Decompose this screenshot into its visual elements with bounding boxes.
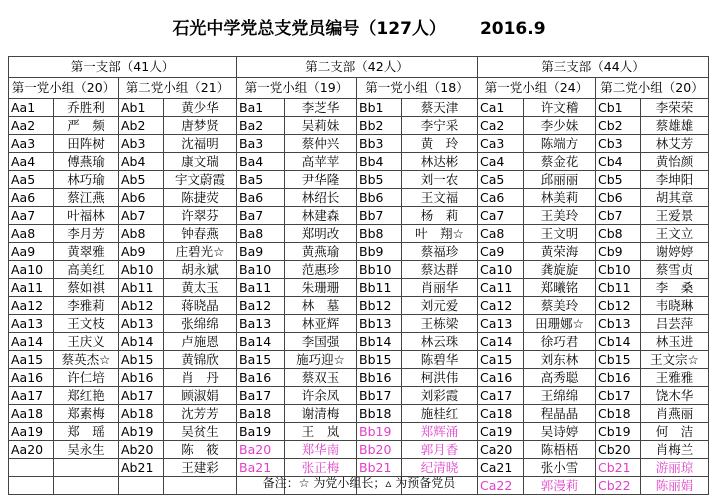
member-name: 康文瑞 [164, 153, 237, 171]
member-row [9, 207, 709, 225]
member-code: Ba6 [237, 189, 285, 207]
member-name: 杨 莉 [402, 207, 478, 225]
member-name: 林绍长 [285, 189, 357, 207]
member-code: Ba7 [237, 207, 285, 225]
member-row [9, 261, 709, 279]
member-name: 王绵绵 [524, 387, 596, 405]
member-code: Aa7 [9, 207, 54, 225]
member-code: Ca10 [478, 261, 524, 279]
member-code: Ba4 [237, 153, 285, 171]
member-code: Ca19 [478, 423, 524, 441]
member-code: Ba2 [237, 117, 285, 135]
member-name: 李坤阳 [641, 171, 709, 189]
member-code: Ba16 [237, 369, 285, 387]
member-code: Ca13 [478, 315, 524, 333]
member-name: 李月芳 [54, 225, 119, 243]
member-name: 王文明 [524, 225, 596, 243]
member-row [9, 153, 709, 171]
member-code: Ab5 [119, 171, 164, 189]
member-name: 王建彩 [164, 459, 237, 477]
member-name: 李宁采 [402, 117, 478, 135]
member-name: 王 岚 [285, 423, 357, 441]
member-code: Ab1 [119, 99, 164, 117]
member-row [9, 351, 709, 369]
member-code: Ba9 [237, 243, 285, 261]
member-name: 严 频 [54, 117, 119, 135]
member-name: 郑素梅 [54, 405, 119, 423]
group-header: 第二党小组（21） [119, 78, 237, 99]
member-code: Aa2 [9, 117, 54, 135]
member-row [9, 135, 709, 153]
member-code: Aa17 [9, 387, 54, 405]
member-code: Ba10 [237, 261, 285, 279]
member-code: Bb21 [357, 459, 402, 477]
member-name: 叶福林 [54, 207, 119, 225]
member-name: 许翠芬 [164, 207, 237, 225]
member-name: 李荣荣 [641, 99, 709, 117]
member-row [9, 99, 709, 117]
member-code: Ba11 [237, 279, 285, 297]
member-name: 黄太玉 [164, 279, 237, 297]
member-name: 林建森 [285, 207, 357, 225]
member-name: 刘一农 [402, 171, 478, 189]
member-name: 李雅莉 [54, 297, 119, 315]
member-name: 宇文蔚霞 [164, 171, 237, 189]
member-name: 蔡雪贞 [641, 261, 709, 279]
member-name: 林巧瑜 [54, 171, 119, 189]
member-name: 黄少华 [164, 99, 237, 117]
member-name: 何 洁 [641, 423, 709, 441]
member-code: Ab16 [119, 369, 164, 387]
member-row [9, 117, 709, 135]
member-name: 施桂红 [402, 405, 478, 423]
member-name: 王文枝 [54, 315, 119, 333]
member-name: 傅燕瑜 [54, 153, 119, 171]
member-code: Bb18 [357, 405, 402, 423]
member-name: 许仁培 [54, 369, 119, 387]
member-code: Ca20 [478, 441, 524, 459]
member-name: 徐巧君 [524, 333, 596, 351]
member-code: Aa1 [9, 99, 54, 117]
member-name: 顾淑娟 [164, 387, 237, 405]
member-name: 李芝华 [285, 99, 357, 117]
member-name: 游丽琼 [641, 459, 709, 477]
member-name: 黄怡颜 [641, 153, 709, 171]
member-name: 陈 筱 [164, 441, 237, 459]
member-code: Ab18 [119, 405, 164, 423]
member-name: 谢清梅 [285, 405, 357, 423]
member-name: 叶 翔☆ [402, 225, 478, 243]
member-code: Bb10 [357, 261, 402, 279]
member-code: Bb9 [357, 243, 402, 261]
member-code: Ca12 [478, 297, 524, 315]
member-name: 蔡江燕 [54, 189, 119, 207]
member-code: Ab4 [119, 153, 164, 171]
group-header: 第一党小组（24） [478, 78, 596, 99]
member-code: Cb20 [596, 441, 641, 459]
member-name: 郑红艳 [54, 387, 119, 405]
member-row [9, 171, 709, 189]
member-code: Cb5 [596, 171, 641, 189]
member-code: Ca14 [478, 333, 524, 351]
member-name: 黄翠雅 [54, 243, 119, 261]
member-name: 蔡仲兴 [285, 135, 357, 153]
member-row [9, 243, 709, 261]
member-name: 蔡福珍 [402, 243, 478, 261]
member-code: Ca7 [478, 207, 524, 225]
member-name: 许文稽 [524, 99, 596, 117]
member-code: Bb16 [357, 369, 402, 387]
member-code: Cb12 [596, 297, 641, 315]
member-code: Aa6 [9, 189, 54, 207]
member-code: Ca22 [478, 477, 524, 495]
member-code: Cb4 [596, 153, 641, 171]
member-code: Bb12 [357, 297, 402, 315]
title-date: 2016.9 [479, 19, 546, 39]
group-header: 第二党小组（20） [596, 78, 709, 99]
member-code: Ca4 [478, 153, 524, 171]
member-name: 肖梅兰 [641, 441, 709, 459]
member-name: 林艾芳 [641, 135, 709, 153]
member-code: Ca15 [478, 351, 524, 369]
member-name: 柯洪伟 [402, 369, 478, 387]
member-code: Ab8 [119, 225, 164, 243]
member-code: Ab19 [119, 423, 164, 441]
member-name: 王爱景 [641, 207, 709, 225]
member-code: Aa12 [9, 297, 54, 315]
member-code: Aa20 [9, 441, 54, 459]
member-code: Ab13 [119, 315, 164, 333]
member-code: Ba21 [237, 459, 285, 477]
member-name: 李 桑 [641, 279, 709, 297]
member-code: Bb7 [357, 207, 402, 225]
member-table [8, 56, 709, 495]
member-name: 王文福 [402, 189, 478, 207]
member-name: 林玉进 [641, 333, 709, 351]
member-name: 许余凤 [285, 387, 357, 405]
member-code: Cb11 [596, 279, 641, 297]
member-code: Cb13 [596, 315, 641, 333]
member-name: 刘元爱 [402, 297, 478, 315]
member-name: 王美玲 [524, 207, 596, 225]
member-code: Bb19 [357, 423, 402, 441]
member-code: Cb19 [596, 423, 641, 441]
member-name: 唐梦贤 [164, 117, 237, 135]
member-name: 刘东林 [524, 351, 596, 369]
member-name: 吴莉妹 [285, 117, 357, 135]
member-name: 黄锦欣 [164, 351, 237, 369]
member-code: Ab17 [119, 387, 164, 405]
member-name: 田阵树 [54, 135, 119, 153]
member-name: 王雅雅 [641, 369, 709, 387]
member-code: Aa5 [9, 171, 54, 189]
member-code: Aa10 [9, 261, 54, 279]
member-code: Bb15 [357, 351, 402, 369]
member-code: Aa13 [9, 315, 54, 333]
group-header: 第一党小组（18） [357, 78, 478, 99]
member-name: 施巧迎☆ [285, 351, 357, 369]
member-name: 黄 玲 [402, 135, 478, 153]
member-row [9, 441, 709, 459]
member-code: Ba19 [237, 423, 285, 441]
member-code: Ab20 [119, 441, 164, 459]
member-row [9, 279, 709, 297]
member-name: 田珊娜☆ [524, 315, 596, 333]
member-code: Ba14 [237, 333, 285, 351]
member-name: 蔡如祺 [54, 279, 119, 297]
member-name: 蔡天津 [402, 99, 478, 117]
member-row [9, 315, 709, 333]
member-code: Cb2 [596, 117, 641, 135]
member-name: 王栋梁 [402, 315, 478, 333]
member-code: Aa8 [9, 225, 54, 243]
member-name: 蔡英杰☆ [54, 351, 119, 369]
member-name: 郭漫莉 [524, 477, 596, 495]
member-code: Ba3 [237, 135, 285, 153]
member-name: 林美莉 [524, 189, 596, 207]
member-code: Ab3 [119, 135, 164, 153]
member-name: 蔡达群 [402, 261, 478, 279]
member-name: 陈捷荧 [164, 189, 237, 207]
member-name: 郭月香 [402, 441, 478, 459]
member-name: 林 墓 [285, 297, 357, 315]
member-name: 韦晓琳 [641, 297, 709, 315]
member-code: Ca6 [478, 189, 524, 207]
branch-header-2: 第二支部（42人） [237, 57, 478, 78]
member-code: Aa16 [9, 369, 54, 387]
member-code: Ca21 [478, 459, 524, 477]
member-code: Ca2 [478, 117, 524, 135]
member-code: Ba18 [237, 405, 285, 423]
member-code: Ca3 [478, 135, 524, 153]
member-code: Bb13 [357, 315, 402, 333]
member-code: Bb11 [357, 279, 402, 297]
member-code: Ba13 [237, 315, 285, 333]
member-code: Cb22 [596, 477, 641, 495]
branch-header-1: 第一支部（41人） [9, 57, 237, 78]
member-code: Ab11 [119, 279, 164, 297]
member-name: 肖丽华 [402, 279, 478, 297]
member-name: 邱丽丽 [524, 171, 596, 189]
member-code: Bb5 [357, 171, 402, 189]
member-name: 高美红 [54, 261, 119, 279]
page-title [0, 14, 718, 40]
member-code: Bb8 [357, 225, 402, 243]
member-code: Bb17 [357, 387, 402, 405]
member-code: Cb21 [596, 459, 641, 477]
title-text: 石光中学党总支党员编号（127人） [172, 19, 446, 39]
member-code: Cb8 [596, 225, 641, 243]
member-code: Ca9 [478, 243, 524, 261]
member-code: Ab21 [119, 459, 164, 477]
member-name: 陈梧梧 [524, 441, 596, 459]
member-name: 朱珊珊 [285, 279, 357, 297]
member-row [9, 333, 709, 351]
member-name: 庄碧光☆ [164, 243, 237, 261]
member-code: Bb4 [357, 153, 402, 171]
member-code: Ab10 [119, 261, 164, 279]
member-name: 王文宗☆ [641, 351, 709, 369]
member-name: 高苹苹 [285, 153, 357, 171]
member-code: Bb20 [357, 441, 402, 459]
member-code: Cb17 [596, 387, 641, 405]
member-name: 张小雪 [524, 459, 596, 477]
member-code: Aa14 [9, 333, 54, 351]
member-code: Cb14 [596, 333, 641, 351]
member-name: 陈丽娟 [641, 477, 709, 495]
member-row [9, 405, 709, 423]
member-name: 蒋晓晶 [164, 297, 237, 315]
member-row [9, 423, 709, 441]
member-code: Ca16 [478, 369, 524, 387]
member-row [9, 387, 709, 405]
member-name: 郑曦铭 [524, 279, 596, 297]
member-code: Ba12 [237, 297, 285, 315]
member-code: Ba17 [237, 387, 285, 405]
member-name: 胡永斌 [164, 261, 237, 279]
member-name: 黄荣海 [524, 243, 596, 261]
member-code: Ab14 [119, 333, 164, 351]
member-code: Aa4 [9, 153, 54, 171]
member-code: Aa9 [9, 243, 54, 261]
member-code: Bb1 [357, 99, 402, 117]
member-name: 尹华隆 [285, 171, 357, 189]
member-name: 吴贫生 [164, 423, 237, 441]
group-header: 第一党小组（20） [9, 78, 119, 99]
member-name: 吕芸萍 [641, 315, 709, 333]
member-code: Ca1 [478, 99, 524, 117]
member-name: 吴永生 [54, 441, 119, 459]
member-name: 郑 瑶 [54, 423, 119, 441]
member-name: 张正梅 [285, 459, 357, 477]
member-code: Ab9 [119, 243, 164, 261]
member-code: Aa11 [9, 279, 54, 297]
footer-note: 备注：☆ 为党小组长；▵ 为预备党员 [262, 476, 456, 490]
member-name: 林亚辉 [285, 315, 357, 333]
member-code: Ab2 [119, 117, 164, 135]
member-code: Ca5 [478, 171, 524, 189]
member-code: Cb7 [596, 207, 641, 225]
member-code: Ba20 [237, 441, 285, 459]
member-name: 谢婷婷 [641, 243, 709, 261]
member-name: 肖 丹 [164, 369, 237, 387]
member-code: Cb18 [596, 405, 641, 423]
member-name: 肖燕丽 [641, 405, 709, 423]
member-code: Cb3 [596, 135, 641, 153]
member-name: 蔡双玉 [285, 369, 357, 387]
member-row [9, 225, 709, 243]
member-row [9, 297, 709, 315]
member-name: 蔡金花 [524, 153, 596, 171]
member-name: 陈碧华 [402, 351, 478, 369]
member-name: 高秀聪 [524, 369, 596, 387]
member-name: 林云珠 [402, 333, 478, 351]
member-name: 纪清晓 [402, 459, 478, 477]
branch-header-3: 第三支部（44人） [478, 57, 709, 78]
member-code: Ca8 [478, 225, 524, 243]
member-code: Ca18 [478, 405, 524, 423]
member-name: 郑辉涌 [402, 423, 478, 441]
member-code: Cb10 [596, 261, 641, 279]
member-name: 郑华南 [285, 441, 357, 459]
member-code: Ca11 [478, 279, 524, 297]
member-code: Cb15 [596, 351, 641, 369]
member-name: 蔡美玲 [524, 297, 596, 315]
member-name: 吴诗婷 [524, 423, 596, 441]
member-code: Ca17 [478, 387, 524, 405]
member-code: Ab15 [119, 351, 164, 369]
member-name: 蔡雄雄 [641, 117, 709, 135]
member-name: 王文立 [641, 225, 709, 243]
member-code: Bb2 [357, 117, 402, 135]
member-name: 沈福明 [164, 135, 237, 153]
member-name: 王庆义 [54, 333, 119, 351]
member-name: 龚旋旋 [524, 261, 596, 279]
member-name: 沈芳芳 [164, 405, 237, 423]
member-code: Ab6 [119, 189, 164, 207]
member-code: Aa18 [9, 405, 54, 423]
member-name: 李国强 [285, 333, 357, 351]
member-code: Cb16 [596, 369, 641, 387]
member-name: 程晶晶 [524, 405, 596, 423]
member-code: Ba15 [237, 351, 285, 369]
member-code: Cb1 [596, 99, 641, 117]
member-code: Ab12 [119, 297, 164, 315]
member-row [9, 189, 709, 207]
member-code: Cb9 [596, 243, 641, 261]
member-name: 李少妹 [524, 117, 596, 135]
member-name: 范惠珍 [285, 261, 357, 279]
member-name: 张绵绵 [164, 315, 237, 333]
member-code: Ba1 [237, 99, 285, 117]
group-header: 第一党小组（19） [237, 78, 357, 99]
member-name: 钟春燕 [164, 225, 237, 243]
member-code: Aa15 [9, 351, 54, 369]
member-code: Cb6 [596, 189, 641, 207]
member-code: Aa19 [9, 423, 54, 441]
member-name: 饶木华 [641, 387, 709, 405]
member-code: Bb3 [357, 135, 402, 153]
member-name: 卢施恩 [164, 333, 237, 351]
member-code: Ba5 [237, 171, 285, 189]
member-name: 胡其章 [641, 189, 709, 207]
member-row [9, 369, 709, 387]
member-code: Ba8 [237, 225, 285, 243]
member-name: 乔胜利 [54, 99, 119, 117]
member-code: Aa3 [9, 135, 54, 153]
member-name: 黄燕瑜 [285, 243, 357, 261]
member-code: Ab7 [119, 207, 164, 225]
member-code: Bb6 [357, 189, 402, 207]
member-name: 林达彬 [402, 153, 478, 171]
member-name: 陈端方 [524, 135, 596, 153]
member-name: 刘彩霞 [402, 387, 478, 405]
member-code: Bb14 [357, 333, 402, 351]
member-name: 郑明改 [285, 225, 357, 243]
